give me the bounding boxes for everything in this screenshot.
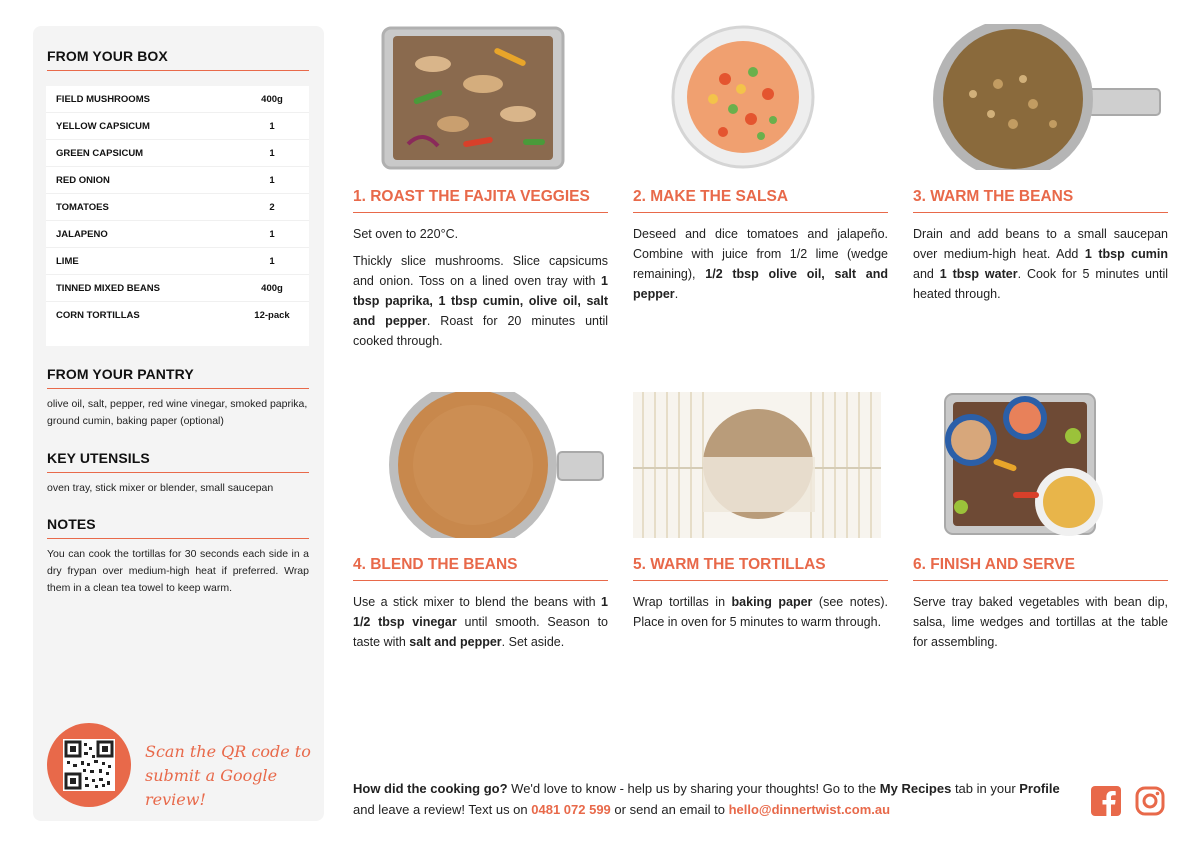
text: . xyxy=(674,287,679,301)
ingredient-emphasis: 1 tbsp water xyxy=(939,267,1018,281)
salsa-image xyxy=(633,24,888,170)
text: Thickly slice mushrooms. Slice capsicums and onion. Toss on a lined oven tray with xyxy=(353,254,608,288)
profile-link[interactable]: Profile xyxy=(1019,781,1060,796)
ingredient-row xyxy=(46,221,309,248)
ingredients-table xyxy=(46,86,309,346)
ingredient-name: CORN TORTILLAS xyxy=(56,309,140,321)
step-title: 6. FINISH AND SERVE xyxy=(913,556,1168,581)
step-paragraph xyxy=(353,592,608,652)
pantry-list: olive oil, salt, pepper, red wine vinegar, smoked paprika, ground cumin, baking paper (optional) xyxy=(47,398,308,427)
notes-text: You can cook the tortillas for 30 seconds each side in a dry frypan over medium-high heat if preferred. Wrap them in a clean tea towel to keep warm. xyxy=(47,548,309,594)
ingredient-qty: 400g xyxy=(261,282,283,294)
instagram-icon[interactable] xyxy=(1135,786,1165,816)
ingredient-row xyxy=(46,275,309,302)
ingredient-qty: 1 xyxy=(269,228,275,240)
ingredient-row xyxy=(46,86,309,113)
feedback-footer xyxy=(353,778,1078,820)
ingredient-emphasis: 1/2 tbsp olive oil, salt and pepper xyxy=(633,267,888,301)
ingredient-qty: 12-pack xyxy=(254,309,290,321)
text: (see notes). Place in oven for 5 minutes to warm through. xyxy=(633,595,888,629)
step-paragraph: Serve tray baked vegetables with bean dip, salsa, lime wedges and tortillas at the table for assembling. xyxy=(913,595,1168,649)
qr-cta-line2: submit a Google review! xyxy=(145,766,278,809)
step-title: 4. BLEND THE BEANS xyxy=(353,556,608,581)
ingredient-emphasis: salt and pepper xyxy=(409,635,502,649)
step-instructions xyxy=(353,224,608,358)
text: and xyxy=(913,267,940,281)
step-paragraph xyxy=(913,224,1168,304)
step-paragraph xyxy=(633,224,888,304)
facebook-icon[interactable] xyxy=(1091,786,1121,816)
ingredient-row xyxy=(46,140,309,167)
beans-saucepan-image xyxy=(913,24,1168,170)
ingredient-emphasis: 1 tbsp paprika, 1 tbsp cumin, olive oil, salt and pepper xyxy=(353,274,608,328)
ingredient-name: TINNED MIXED BEANS xyxy=(56,282,160,294)
text: Drain and add beans to a small saucepan over medium-high heat. Add xyxy=(913,227,1168,261)
step-paragraph xyxy=(633,592,888,632)
text: . Cook for 5 minutes until heated through. xyxy=(913,267,1168,301)
roasted-veggies-image xyxy=(353,24,608,170)
ingredient-name: LIME xyxy=(56,255,79,267)
ingredient-row xyxy=(46,113,309,140)
ingredient-row xyxy=(46,194,309,221)
ingredient-qty: 1 xyxy=(269,174,275,186)
from-your-box-title: FROM YOUR BOX xyxy=(47,48,309,71)
footer-text: or send an email to xyxy=(610,802,729,817)
text: Deseed and dice tomatoes and jalapeño. Combine with juice from 1/2 lime (wedge remaining), xyxy=(633,227,888,281)
ingredient-emphasis: 1 tbsp cumin xyxy=(1084,247,1168,261)
step-instructions xyxy=(353,592,608,659)
phone-number-link[interactable]: 0481 072 599 xyxy=(531,802,611,817)
notes-title: NOTES xyxy=(47,516,309,539)
ingredient-qty: 1 xyxy=(269,120,275,132)
text: Wrap tortillas in xyxy=(633,595,732,609)
qr-badge xyxy=(47,723,131,807)
step-paragraph: Set oven to 220°C. xyxy=(353,227,459,241)
step-paragraph xyxy=(353,251,608,351)
ingredient-name: YELLOW CAPSICUM xyxy=(56,120,150,132)
key-utensils-title: KEY UTENSILS xyxy=(47,450,309,473)
text: . Roast for 20 minutes until cooked through. xyxy=(353,314,609,348)
step-instructions xyxy=(633,224,888,311)
from-your-pantry-title: FROM YOUR PANTRY xyxy=(47,366,309,389)
ingredient-name: GREEN CAPSICUM xyxy=(56,147,144,159)
email-link[interactable]: hello@dinnertwist.com.au xyxy=(728,802,891,817)
qr-call-to-action xyxy=(145,740,315,812)
ingredient-emphasis: baking paper xyxy=(731,595,813,609)
step-title: 3. WARM THE BEANS xyxy=(913,188,1168,213)
footer-text: and leave a review! Text us on xyxy=(353,802,532,817)
wrapped-tortillas-image xyxy=(633,392,888,538)
qr-cta-line1: Scan the QR code to xyxy=(145,742,311,761)
utensils-list: oven tray, stick mixer or blender, small saucepan xyxy=(47,482,274,494)
ingredient-emphasis: 1 1/2 tbsp vinegar xyxy=(353,595,608,629)
ingredient-qty: 1 xyxy=(269,147,275,159)
step-title: 1. ROAST THE FAJITA VEGGIES xyxy=(353,188,608,213)
step-instructions xyxy=(913,592,1168,659)
ingredient-qty: 2 xyxy=(269,201,275,213)
ingredient-name: JALAPENO xyxy=(56,228,108,240)
ingredient-row xyxy=(46,248,309,275)
ingredient-qty: 1 xyxy=(269,255,275,267)
ingredient-qty: 400g xyxy=(261,93,283,105)
footer-question: How did the cooking go? xyxy=(353,781,508,796)
footer-text: tab in your xyxy=(951,781,1020,796)
blended-beans-image xyxy=(353,392,608,538)
ingredient-row xyxy=(46,167,309,194)
text: until smooth. Season to taste with xyxy=(353,615,608,649)
ingredient-name: TOMATOES xyxy=(56,201,109,213)
ingredient-row xyxy=(46,302,309,328)
ingredient-name: RED ONION xyxy=(56,174,110,186)
qr-code[interactable] xyxy=(63,739,115,791)
text: Use a stick mixer to blend the beans with xyxy=(353,595,602,609)
step-title: 5. WARM THE TORTILLAS xyxy=(633,556,888,581)
step-instructions xyxy=(633,592,888,639)
step-title: 2. MAKE THE SALSA xyxy=(633,188,888,213)
sidebar xyxy=(33,26,324,821)
served-platter-image xyxy=(913,392,1168,538)
ingredient-name: FIELD MUSHROOMS xyxy=(56,93,150,105)
footer-text: We'd love to know - help us by sharing your thoughts! Go to the xyxy=(507,781,880,796)
my-recipes-link[interactable]: My Recipes xyxy=(879,781,952,796)
step-instructions xyxy=(913,224,1168,311)
text: . Set aside. xyxy=(501,635,565,649)
